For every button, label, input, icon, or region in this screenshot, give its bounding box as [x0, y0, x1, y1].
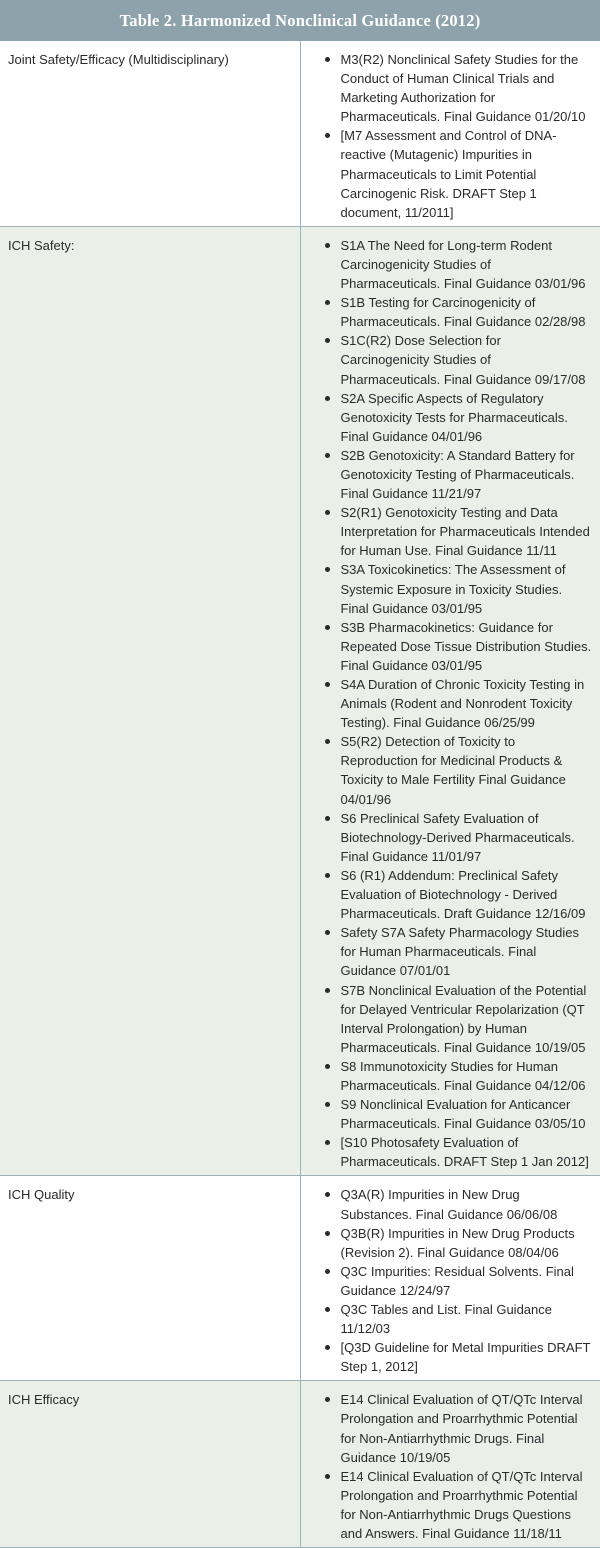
items-cell — [300, 41, 600, 226]
table-row-ich-efficacy — [0, 1381, 600, 1548]
list-item: [Q3D Guideline for Metal Impurities DRAFT Step 1, 2012] — [331, 1338, 593, 1376]
list-item: E14 Clinical Evaluation of QT/QTc Interval Prolongation and Proarrhythmic Potential for Non-Antiarrhythmic Drugs. Final Guidance 10/19/05 — [331, 1390, 593, 1466]
list-item: S1C(R2) Dose Selection for Carcinogenicity Studies of Pharmaceuticals. Final Guidance 09/17/08 — [331, 331, 593, 388]
category-cell: ICH Safety: — [0, 226, 300, 1176]
list-item: S6 Preclinical Safety Evaluation of Biotechnology-Derived Pharmaceuticals. Final Guidance 11/01/97 — [331, 809, 593, 866]
guidance-list — [301, 1185, 593, 1376]
list-item: [S10 Photosafety Evaluation of Pharmaceuticals. DRAFT Step 1 Jan 2012] — [331, 1133, 593, 1171]
list-item: S1A The Need for Long-term Rodent Carcinogenicity Studies of Pharmaceuticals. Final Guidance 03/01/96 — [331, 236, 593, 293]
guidance-list — [301, 50, 593, 222]
items-cell — [300, 226, 600, 1176]
table-title: Table 2. Harmonized Nonclinical Guidance (2012) — [0, 0, 600, 41]
table-header-row — [0, 0, 600, 41]
guidance-list — [301, 1390, 593, 1543]
list-item: S2B Genotoxicity: A Standard Battery for Genotoxicity Testing of Pharmaceuticals. Final Guidance 11/21/97 — [331, 446, 593, 503]
items-cell — [300, 1381, 600, 1548]
category-cell: ICH Quality — [0, 1176, 300, 1381]
category-cell: Joint Safety/Efficacy (Multidisciplinary) — [0, 41, 300, 226]
list-item: S6 (R1) Addendum: Preclinical Safety Evaluation of Biotechnology - Derived Pharmaceuticals. Draft Guidance 12/16/09 — [331, 866, 593, 923]
list-item: M3(R2) Nonclinical Safety Studies for the Conduct of Human Clinical Trials and Marketing Authorization for Pharmaceuticals. Final Guidance 01/20/10 — [331, 50, 593, 126]
list-item: Q3A(R) Impurities in New Drug Substances. Final Guidance 06/06/08 — [331, 1185, 593, 1223]
list-item: S1B Testing for Carcinogenicity of Pharmaceuticals. Final Guidance 02/28/98 — [331, 293, 593, 331]
list-item: [M7 Assessment and Control of DNA-reactive (Mutagenic) Impurities in Pharmaceuticals to Limit Potential Carcinogenic Risk. DRAFT Step 1 document, 11/2011] — [331, 126, 593, 221]
table-row-ich-quality — [0, 1176, 600, 1381]
list-item: S2A Specific Aspects of Regulatory Genotoxicity Tests for Pharmaceuticals. Final Guidance 04/01/96 — [331, 389, 593, 446]
guidance-list — [301, 236, 593, 1172]
list-item: Q3B(R) Impurities in New Drug Products (Revision 2). Final Guidance 08/04/06 — [331, 1224, 593, 1262]
list-item: S8 Immunotoxicity Studies for Human Pharmaceuticals. Final Guidance 04/12/06 — [331, 1057, 593, 1095]
list-item: S4A Duration of Chronic Toxicity Testing in Animals (Rodent and Nonrodent Toxicity Testing). Final Guidance 06/25/99 — [331, 675, 593, 732]
list-item: S5(R2) Detection of Toxicity to Reproduction for Medicinal Products & Toxicity to Male Fertility Final Guidance 04/01/96 — [331, 732, 593, 808]
list-item: Q3C Tables and List. Final Guidance 11/12/03 — [331, 1300, 593, 1338]
list-item: S3B Pharmacokinetics: Guidance for Repeated Dose Tissue Distribution Studies. Final Guidance 03/01/95 — [331, 618, 593, 675]
category-cell: ICH Efficacy — [0, 1381, 300, 1548]
list-item: Safety S7A Safety Pharmacology Studies for Human Pharmaceuticals. Final Guidance 07/01/01 — [331, 923, 593, 980]
list-item: S3A Toxicokinetics: The Assessment of Systemic Exposure in Toxicity Studies. Final Guidance 03/01/95 — [331, 560, 593, 617]
list-item: Q3C Impurities: Residual Solvents. Final Guidance 12/24/97 — [331, 1262, 593, 1300]
table-row-multidisciplinary — [0, 41, 600, 226]
table-row-ich-safety — [0, 226, 600, 1176]
list-item: S2(R1) Genotoxicity Testing and Data Interpretation for Pharmaceuticals Intended for Human Use. Final Guidance 11/11 — [331, 503, 593, 560]
list-item: E14 Clinical Evaluation of QT/QTc Interval Prolongation and Proarrhythmic Potential for Non-Antiarrhythmic Drugs Questions and Answers. Final Guidance 11/18/11 — [331, 1467, 593, 1543]
list-item: S9 Nonclinical Evaluation for Anticancer Pharmaceuticals. Final Guidance 03/05/10 — [331, 1095, 593, 1133]
list-item: S7B Nonclinical Evaluation of the Potential for Delayed Ventricular Repolarization (QT Interval Prolongation) by Human Pharmaceuticals. Final Guidance 10/19/05 — [331, 981, 593, 1057]
items-cell — [300, 1176, 600, 1381]
